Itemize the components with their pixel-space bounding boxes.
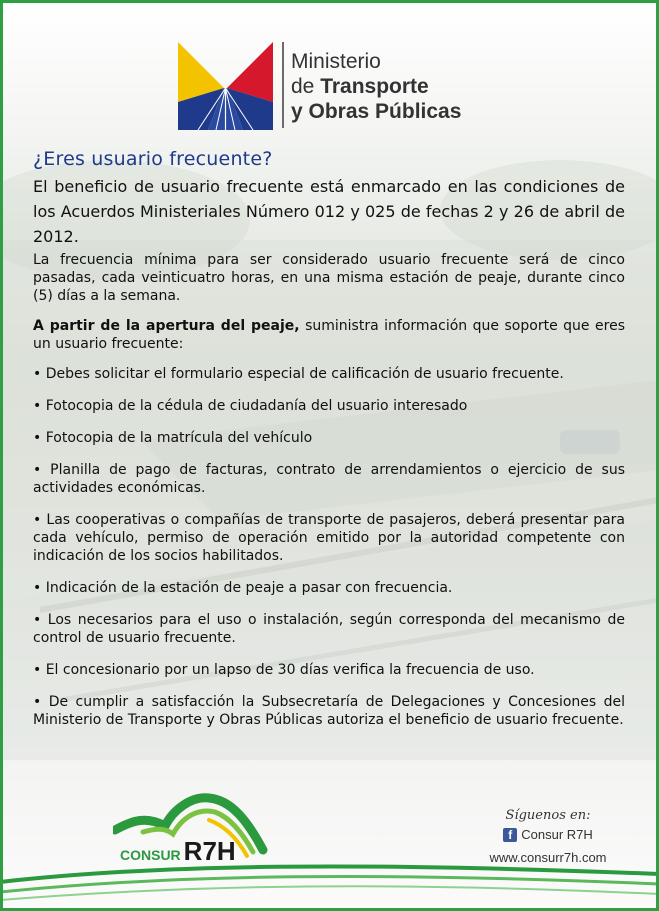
follow-label: Síguenos en: <box>505 808 591 823</box>
list-item: • El concesionario por un lapso de 30 días verifica la frecuencia de uso. <box>33 662 535 678</box>
facebook-link[interactable] <box>478 827 618 842</box>
bottom-wave-decoration <box>0 860 659 911</box>
list-item: • De cumplir a satisfacción la Subsecretaría de Delegaciones y Concesiones del Ministerio de Transporte y Obras Públicas autoriza el beneficio de usuario frecuente. <box>33 694 625 728</box>
requirements-lead-rest: suministra información que soporte que eres un usuario frecuente: <box>33 318 625 352</box>
list-item: • Fotocopia de la matrícula del vehículo <box>33 430 313 446</box>
brand-consur: CONSUR <box>120 847 181 863</box>
list-item: • Debes solicitar el formulario especial de calificación de usuario frecuente. <box>33 366 564 382</box>
website-link[interactable]: www.consurr7h.com <box>489 850 607 865</box>
facebook-icon: f <box>503 828 517 842</box>
logo-line-1: Ministerio <box>291 50 381 73</box>
logo-text <box>291 50 461 125</box>
brand-r7h: R7H <box>183 836 236 866</box>
main-content <box>33 148 625 743</box>
ministry-logo <box>178 40 488 130</box>
ministry-logo-icon <box>178 40 273 130</box>
social-block <box>478 808 618 865</box>
page-title: ¿Eres usuario frecuente? <box>33 148 273 170</box>
list-item: • Los necesarios para el uso o instalación, según corresponda del mecanismo de control de usuario frecuente. <box>33 612 625 646</box>
logo-line-3: y Obras Públicas <box>291 100 462 123</box>
list-item: • Planilla de pago de facturas, contrato de arrendamientos o ejercicio de sus actividades económicas. <box>33 462 625 496</box>
requirements-lead-bold: A partir de la apertura del peaje, <box>33 318 300 334</box>
list-item: • Fotocopia de la cédula de ciudadanía del usuario interesado <box>33 398 468 414</box>
logo-line-2b: Transporte <box>320 75 429 98</box>
frequency-paragraph: La frecuencia mínima para ser considerado usuario frecuente será de cinco pasadas, cada veinticuatro horas, en una misma estación de peaje, durante cinco (5) días a la semana. <box>33 252 625 304</box>
logo-divider <box>282 42 284 128</box>
intro-paragraph: El beneficio de usuario frecuente está enmarcado en las condiciones de los Acuerdos Ministeriales Número 012 y 025 de fechas 2 y 26 de abril de 2012. <box>33 177 625 246</box>
list-item: • Las cooperativas o compañías de transporte de pasajeros, deberá presentar para cada vehículo, permiso de operación emitido por la autoridad competente con indicación de los socios habilitados. <box>33 512 625 564</box>
requirements-lead <box>33 317 625 353</box>
facebook-label: Consur R7H <box>521 827 593 842</box>
list-item: • Indicación de la estación de peaje a pasar con frecuencia. <box>33 580 453 596</box>
logo-line-2a: de <box>291 75 321 98</box>
